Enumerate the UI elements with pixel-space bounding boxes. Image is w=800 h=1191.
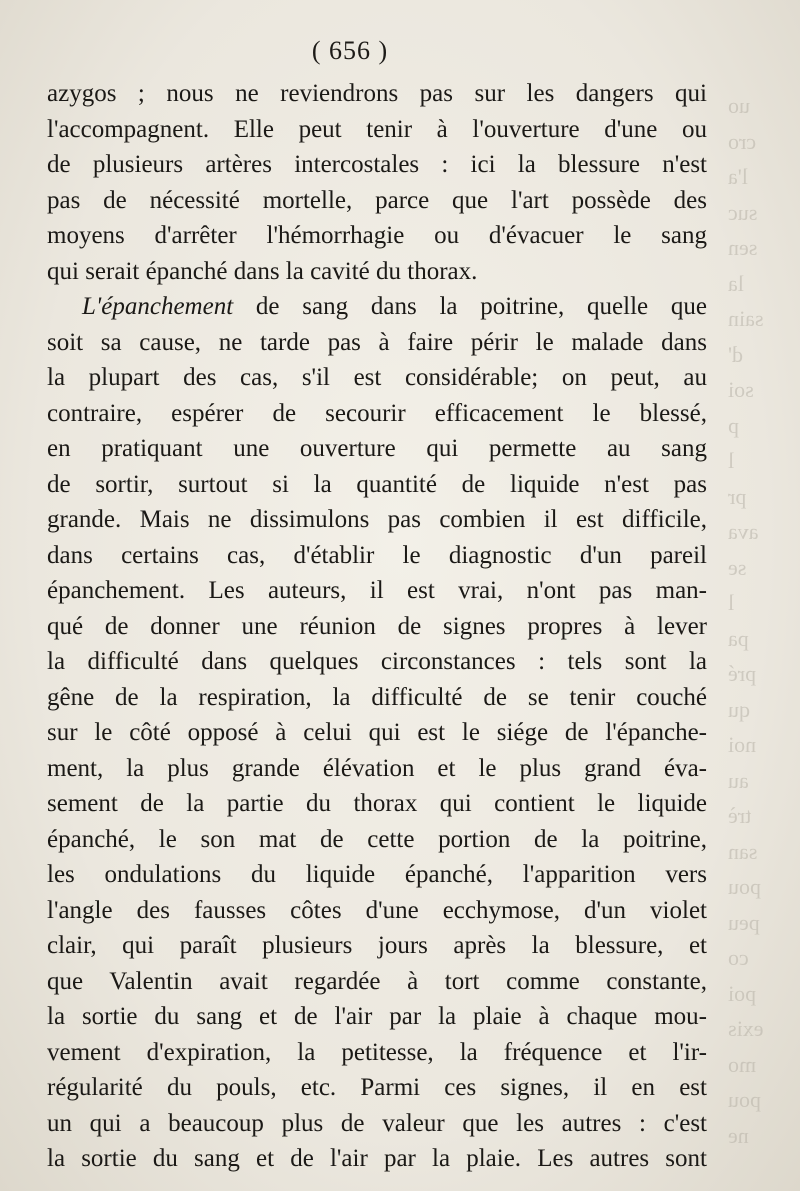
text-line: un qui a beaucoup plus de valeur que les autres : c'est	[47, 1109, 707, 1137]
text-line: épanché, le son mat de cette portion de la poitrine,	[47, 825, 707, 853]
text-line: gêne de la respiration, la difficulté de se tenir couché	[47, 683, 707, 711]
text-line: vement d'expiration, la petitesse, la fréquence et l'ir-	[47, 1038, 707, 1066]
text-line: azygos ; nous ne reviendrons pas sur les dangers qui	[47, 80, 707, 107]
text-line: de plusieurs artères intercostales : ici la blessure n'est	[47, 151, 707, 178]
text-line: épanchement. Les auteurs, il est vrai, n'ont pas man-	[47, 577, 707, 604]
text-line: la sortie du sang et de l'air par la plaie. Les autres sont	[47, 1145, 707, 1172]
show-through-text: uo cro l'a suc sen la sain d' soi p l pr ava se l pa pré qu noi au trè san pou peu co poi exis mo pou ne	[728, 93, 764, 1148]
text-line: en pratiquant une ouverture qui permette au sang	[47, 435, 707, 462]
text-line: de sortir, surtout si la quantité de liquide n'est pas	[47, 470, 707, 498]
text-line: contraire, espérer de secourir efficacement le blessé,	[47, 399, 707, 427]
text-line: ment, la plus grande élévation et le plus grand éva-	[47, 754, 707, 782]
text-line: la plupart des cas, s'il est considérable; on peut, au	[47, 364, 707, 391]
text-line: l'accompagnent. Elle peut tenir à l'ouverture d'une ou	[47, 115, 707, 143]
text-line: que Valentin avait regardée à tort comme constante,	[47, 967, 707, 995]
text-line: sur le côté opposé à celui qui est le siége de l'épanche-	[47, 719, 707, 746]
text-line: la sortie du sang et de l'air par la plaie à chaque mou-	[47, 1003, 707, 1030]
text-line: pas de nécessité mortelle, parce que l'art possède des	[47, 186, 707, 214]
body-text	[47, 76, 707, 1177]
page-number: ( 656 )	[311, 36, 389, 65]
text-line: qui serait épanché dans la cavité du thorax.	[47, 257, 478, 285]
text-line: clair, qui paraît plusieurs jours après la blessure, et	[47, 932, 707, 959]
text-line: sement de la partie du thorax qui contient le liquide	[47, 790, 707, 817]
text-line: l'angle des fausses côtes d'une ecchymose, d'un violet	[47, 896, 707, 924]
text-line: moyens d'arrêter l'hémorrhagie ou d'évacuer le sang	[47, 222, 707, 249]
text-line: soit sa cause, ne tarde pas à faire périr le malade dans	[47, 328, 707, 356]
text-line: grande. Mais ne dissimulons pas combien il est difficile,	[47, 506, 707, 533]
text-line: régularité du pouls, etc. Parmi ces signes, il en est	[47, 1074, 707, 1101]
text-line: la difficulté dans quelques circonstances : tels sont la	[47, 648, 707, 675]
paragraph-first-line	[47, 289, 707, 325]
text-segment: de sang dans la poitrine, quelle que	[233, 293, 707, 320]
text-line: qué de donner une réunion de signes propres à lever	[47, 612, 707, 640]
emphasized-term: L'épanchement	[82, 293, 234, 320]
text-line: dans certains cas, d'établir le diagnostic d'un pareil	[47, 541, 707, 569]
text-line: les ondulations du liquide épanché, l'apparition vers	[47, 861, 707, 888]
